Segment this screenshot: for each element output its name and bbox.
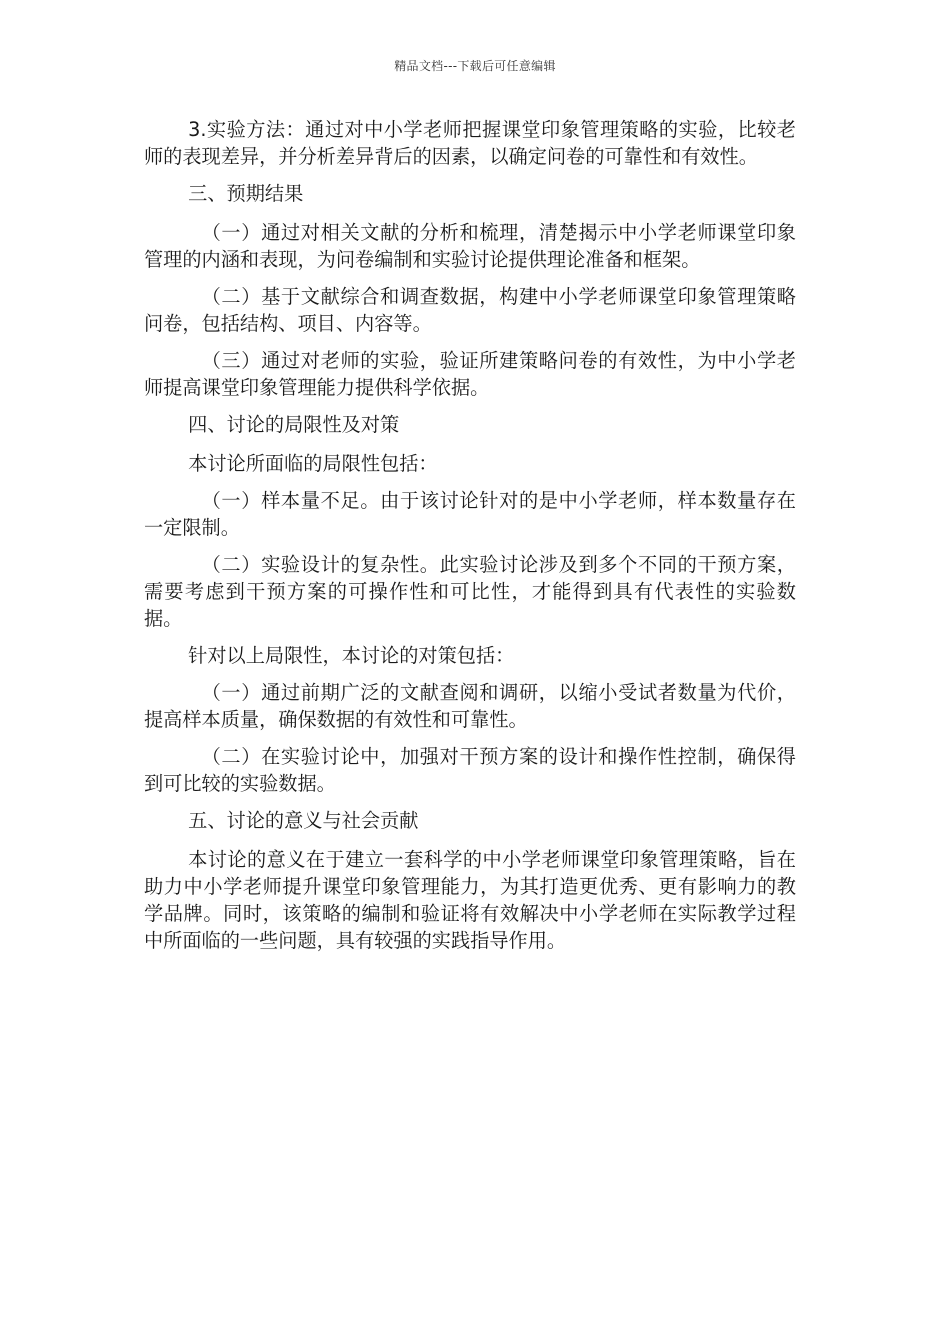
paragraph-experiment-method: 3.实验方法：通过对中小学老师把握课堂印象管理策略的实验，比较老师的表现差异，并分析差异背后的因素，以确定问卷的可靠性和有效性。 <box>144 118 796 168</box>
page-header: 精品文档---下载后可任意编辑 <box>394 59 556 73</box>
paragraph-limitation-2: （二）实验设计的复杂性。此实验讨论涉及到多个不同的干预方案，需要考虑到干预方案的可操作性和可比性，才能得到具有代表性的实验数据。 <box>144 553 796 630</box>
paragraph-countermeasures-intro: 针对以上局限性，本讨论的对策包括： <box>188 644 515 667</box>
section-heading-limitations: 四、讨论的局限性及对策 <box>188 413 400 436</box>
section-heading-expected-results: 三、预期结果 <box>188 182 304 205</box>
paragraph-result-2: （二）基于文献综合和调查数据，构建中小学老师课堂印象管理策略问卷，包括结构、项目、内容等。 <box>144 285 796 335</box>
paragraph-limitation-1: （一）样本量不足。由于该讨论针对的是中小学老师，样本数量存在一定限制。 <box>144 489 796 539</box>
paragraph-countermeasure-2: （二）在实验讨论中，加强对干预方案的设计和操作性控制，确保得到可比较的实验数据。 <box>144 745 796 795</box>
paragraph-limitations-intro: 本讨论所面临的局限性包括： <box>188 452 438 475</box>
paragraph-result-3: （三）通过对老师的实验，验证所建策略问卷的有效性，为中小学老师提高课堂印象管理能力提供科学依据。 <box>144 349 796 399</box>
section-heading-significance: 五、讨论的意义与社会贡献 <box>188 809 419 832</box>
paragraph-countermeasure-1: （一）通过前期广泛的文献查阅和调研，以缩小受试者数量为代价，提高样本质量，确保数据的有效性和可靠性。 <box>144 681 796 731</box>
paragraph-result-1: （一）通过对相关文献的分析和梳理，清楚揭示中小学老师课堂印象管理的内涵和表现，为问卷编制和实验讨论提供理论准备和框架。 <box>144 221 796 271</box>
document-body <box>144 116 796 964</box>
paragraph-significance: 本讨论的意义在于建立一套科学的中小学老师课堂印象管理策略，旨在助力中小学老师提升课堂印象管理能力，为其打造更优秀、更有影响力的教学品牌。同时，该策略的编制和验证将有效解决中小学老师在实际教学过程中所面临的一些问题，具有较强的实践指导作用。 <box>144 848 796 952</box>
